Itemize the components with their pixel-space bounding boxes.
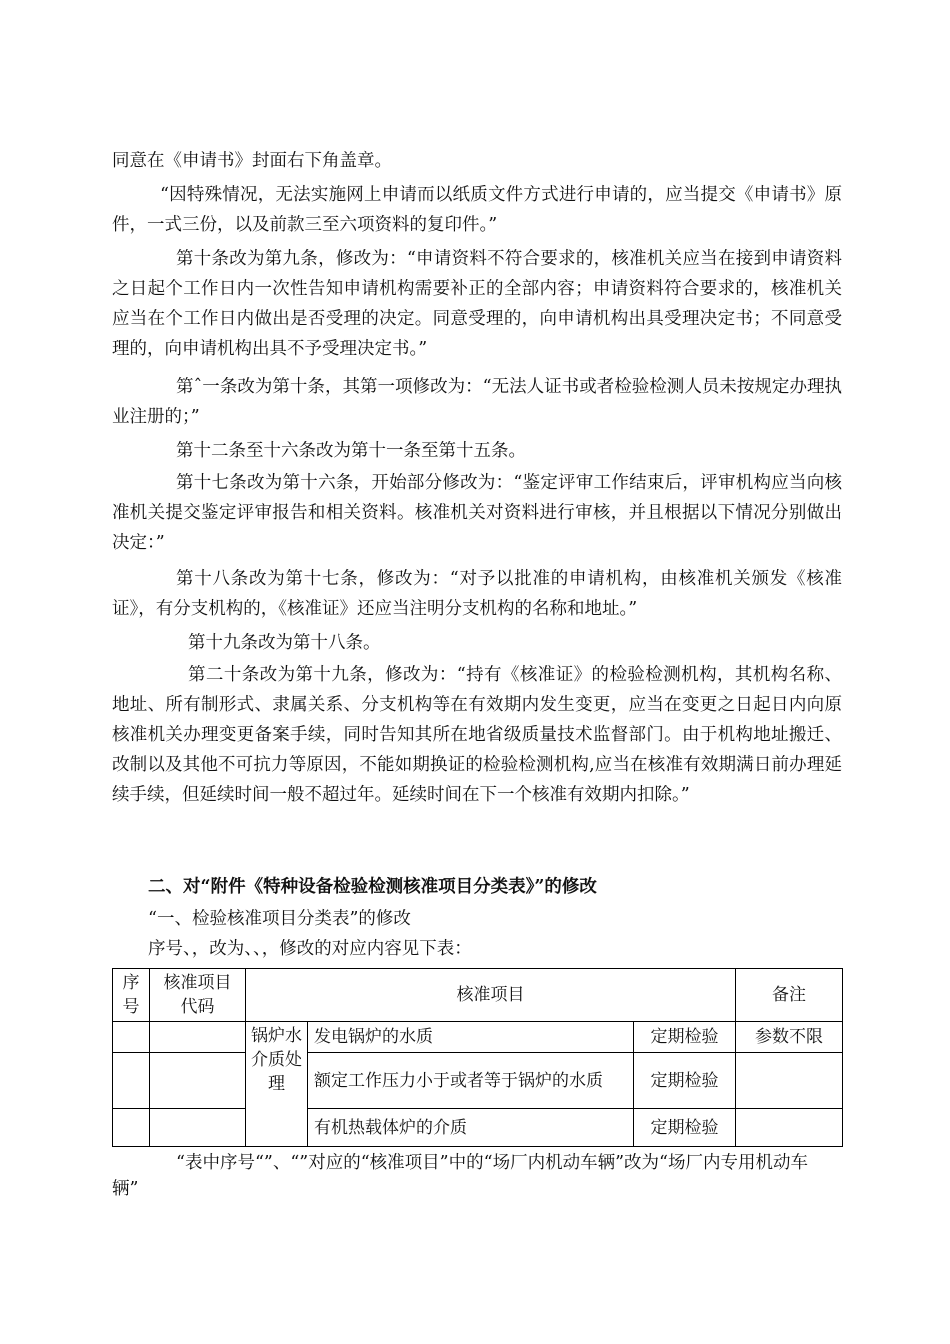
cell-item-name: 有机热载体炉的介质 xyxy=(308,1109,634,1147)
closing-paragraph: “表中序号“”、“”对应的“核准项目”中的“场厂内机动车辆”改为“场厂内专用机动车辆” xyxy=(112,1153,808,1199)
cell-item-type: 定期检验 xyxy=(634,1022,736,1053)
header-seq: 序号 xyxy=(113,969,150,1022)
table-row xyxy=(113,1022,843,1053)
cell-item-type: 定期检验 xyxy=(634,1053,736,1109)
paragraph-1: 同意在《申请书》封面右下角盖章。 xyxy=(112,151,392,171)
cell-item-name: 额定工作压力小于或者等于锅炉的水质 xyxy=(308,1053,634,1109)
cell-code xyxy=(150,1022,246,1053)
table-row xyxy=(113,1109,843,1147)
section-heading: 二、对“附件《特种设备检验检测核准项目分类表》”的修改 xyxy=(148,877,597,897)
table-intro: 序号、，改为、、，修改的对应内容见下表： xyxy=(148,939,472,959)
paragraph-9: 第二十条改为第十九条，修改为：“持有《核准证》的检验检测机构，其机构名称、地址、所有制形式、隶属关系、分支机构等在有效期内发生变更，应当在变更之日起日内向原核准机关办理变更备案手续，同时告知其所在地省级质量技术监督部门。由于机构地址搬迁、改制以及其他不可抗力等原因，不能如期换证的检验检测机构,应当在核准有效期满日前办理延续手续，但延续时间一般不超过年。延续时间在下一个核准有效期内扣除。” xyxy=(112,665,842,805)
cell-note: 参数不限 xyxy=(736,1022,843,1053)
paragraph-6: 第十七条改为第十六条，开始部分修改为：“鉴定评审工作结束后，评审机构应当向核准机关提交鉴定评审报告和相关资料。核准机关对资料进行审核，并且根据以下情况分别做出决定：” xyxy=(112,473,842,553)
cell-seq xyxy=(113,1053,150,1109)
table-header-row xyxy=(113,969,843,1022)
paragraph-7: 第十八条改为第十七条，修改为：“对予以批准的申请机构，由核准机关颁发《核准证》，有分支机构的，《核准证》还应当注明分支机构的名称和地址。” xyxy=(112,569,842,619)
paragraph-2: “因特殊情况，无法实施网上申请而以纸质文件方式进行申请的，应当提交《申请书》原件，一式三份，以及前款三至六项资料的复印件。” xyxy=(112,185,842,235)
cell-code xyxy=(150,1109,246,1147)
cell-item-type: 定期检验 xyxy=(634,1109,736,1147)
header-note: 备注 xyxy=(736,969,843,1022)
cell-code xyxy=(150,1053,246,1109)
paragraph-4: 第ˆ一条改为第十条，其第一项修改为：“无法人证书或者检验检测人员未按规定办理执业注册的；” xyxy=(112,377,842,427)
cell-item-name: 发电锅炉的水质 xyxy=(308,1022,634,1053)
paragraph-3: 第十条改为第九条，修改为：“申请资料不符合要求的，核准机关应当在接到申请资料之日起个工作日内一次性告知申请机构需要补正的全部内容；申请资料符合要求的，核准机关应当在个工作日内做出是否受理的决定。同意受理的，向申请机构出具受理决定书；不同意受理的，向申请机构出具不予受理决定书。” xyxy=(112,249,842,359)
cell-seq xyxy=(113,1022,150,1053)
cell-note xyxy=(736,1109,843,1147)
cell-note xyxy=(736,1053,843,1109)
sub-heading: “一、检验核准项目分类表”的修改 xyxy=(148,909,411,929)
cell-seq xyxy=(113,1109,150,1147)
header-item: 核准项目 xyxy=(246,969,736,1022)
cell-category: 锅炉水介质处理 xyxy=(246,1022,308,1147)
paragraph-8: 第十九条改为第十八条。 xyxy=(188,633,381,653)
paragraph-5: 第十二条至十六条改为第十一条至第十五条。 xyxy=(176,441,526,461)
table-row xyxy=(113,1053,843,1109)
header-code: 核准项目代码 xyxy=(150,969,246,1022)
classification-table xyxy=(112,968,843,1147)
